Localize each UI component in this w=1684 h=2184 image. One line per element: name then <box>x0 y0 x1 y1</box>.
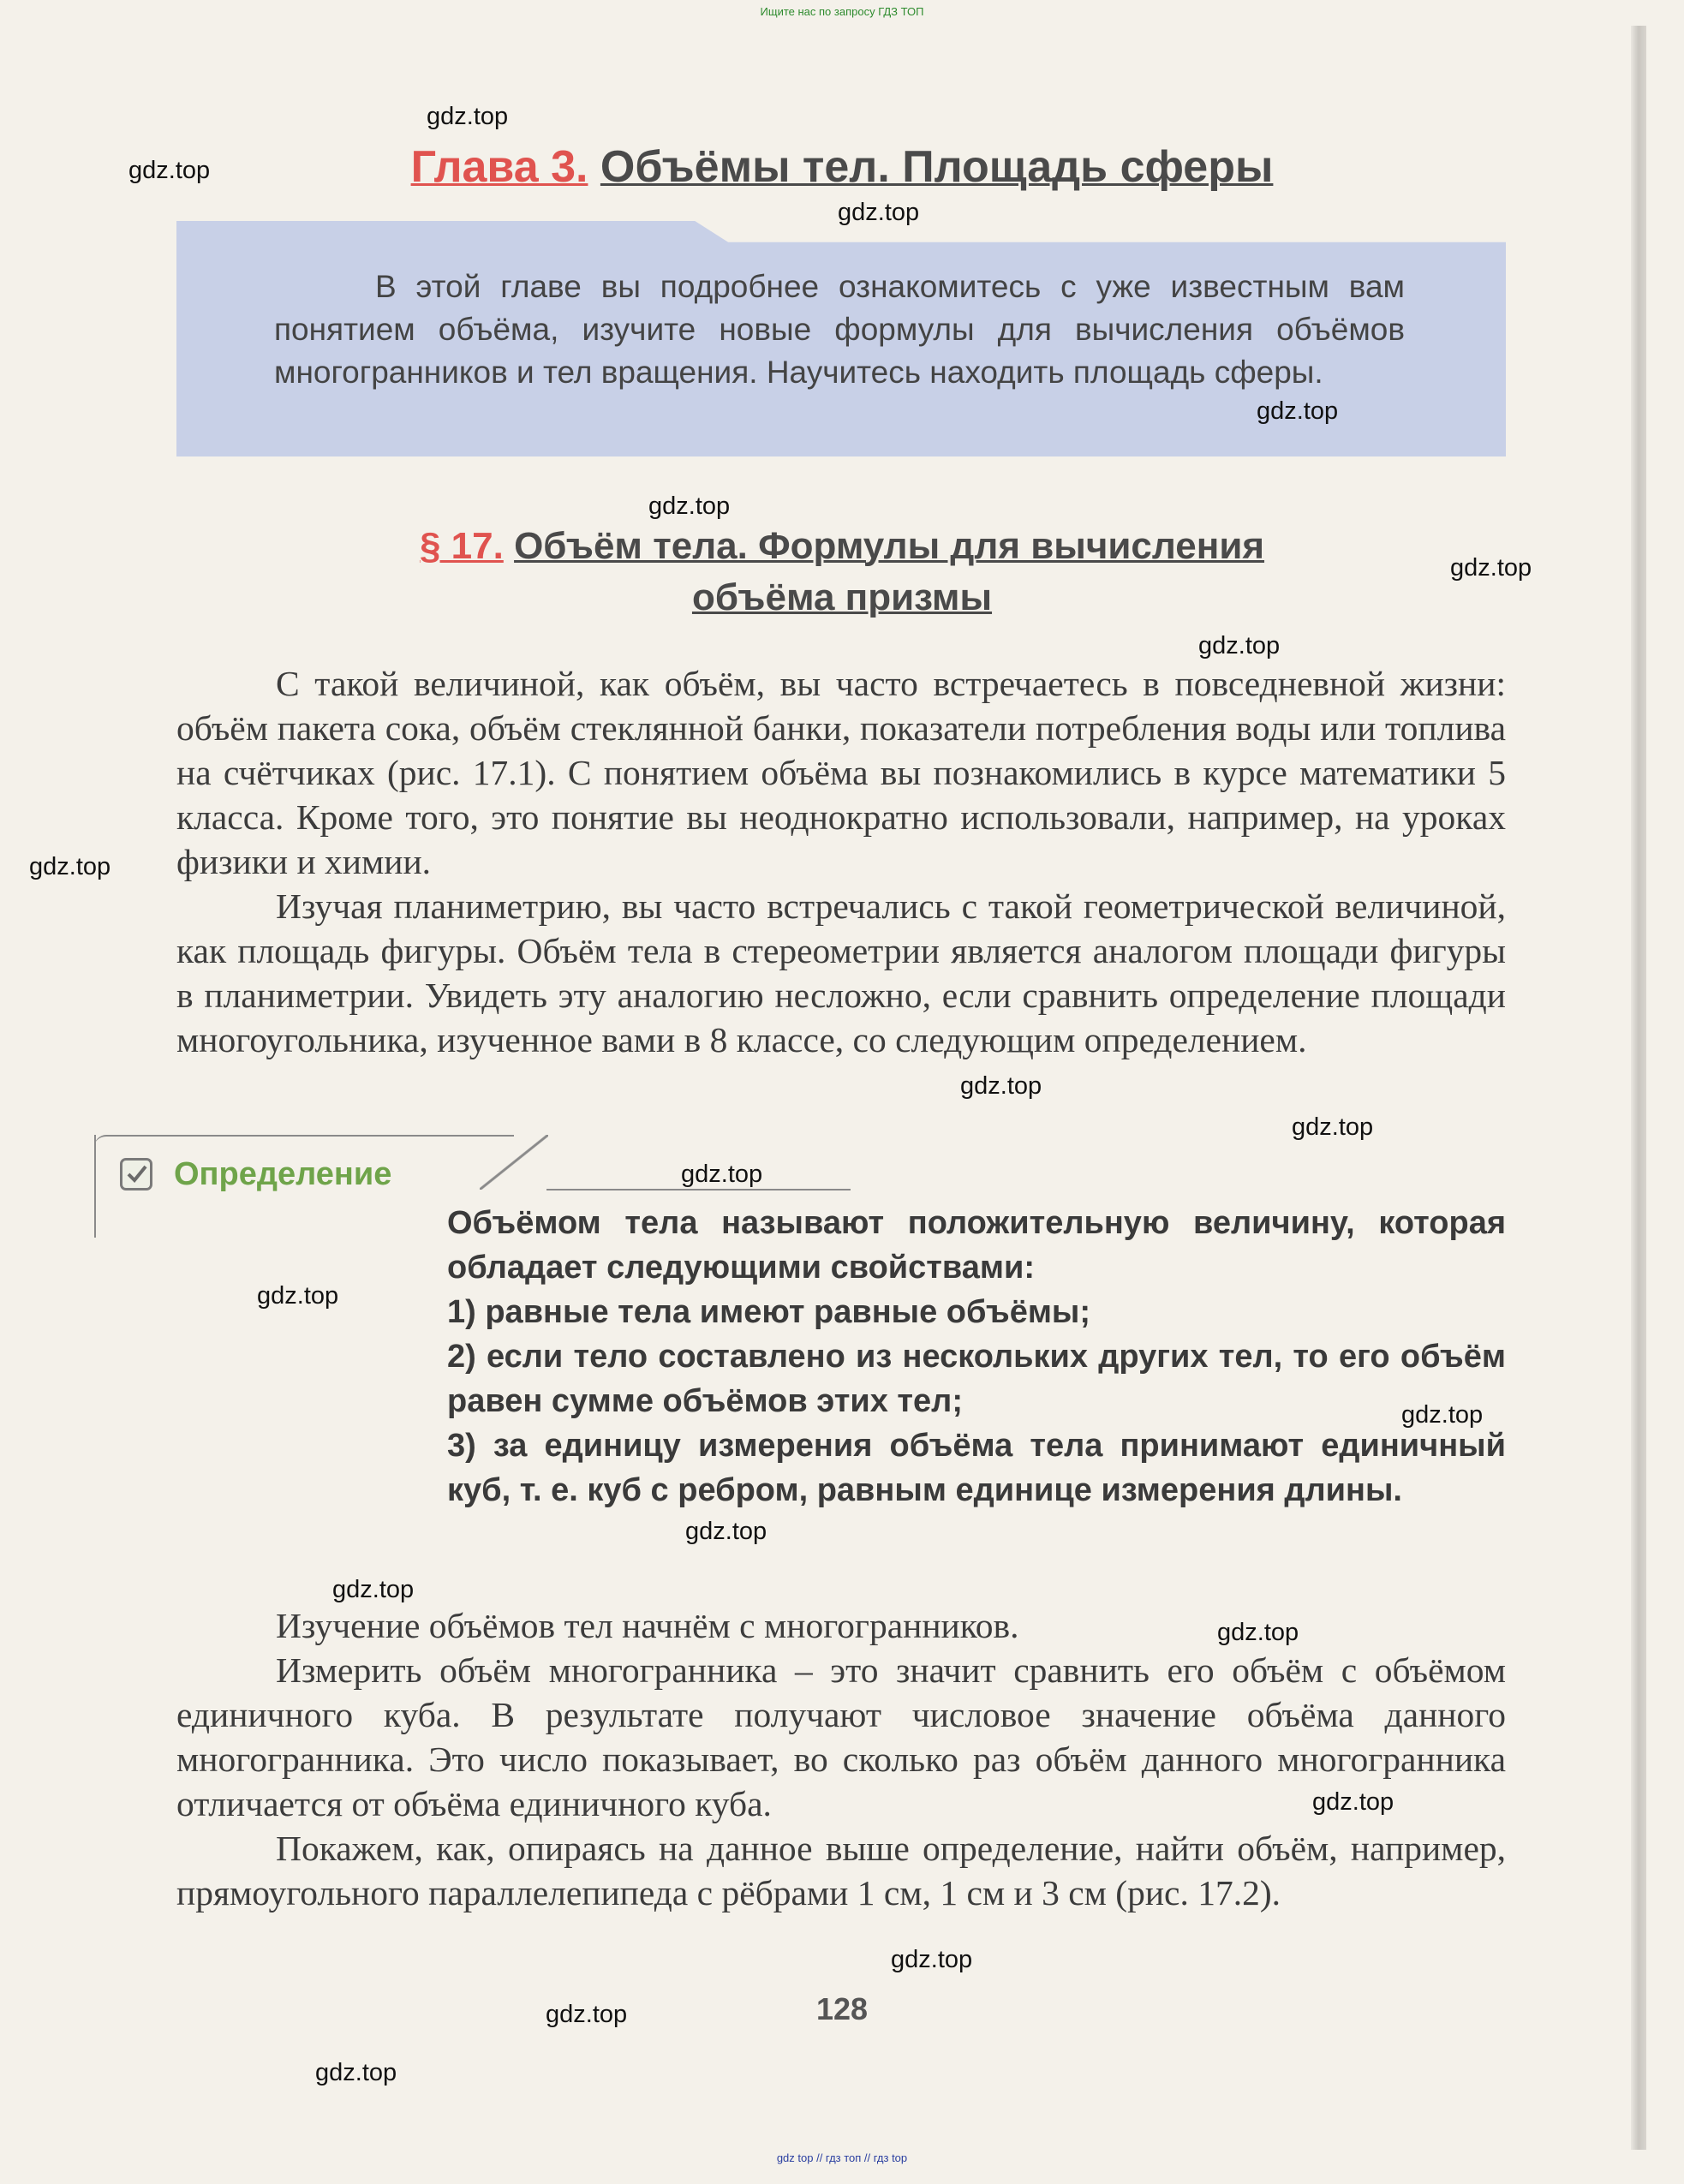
definition-tab-slope <box>480 1135 548 1190</box>
watermark: gdz.top <box>546 2001 628 2028</box>
definition-item-3: 3) за единицу измерения объёма тела принимают единичный куб, т. е. куб с ребром, равным единице измерения длины. <box>447 1428 1506 1508</box>
definition-rule <box>546 1189 851 1190</box>
watermark: gdz.top <box>315 2059 397 2086</box>
definition-item-1: 1) равные тела имеют равные объёмы; <box>447 1294 1091 1330</box>
chapter-title <box>0 141 1684 193</box>
watermark: gdz.top <box>1401 1401 1484 1429</box>
watermark: gdz.top <box>838 199 920 226</box>
watermark: gdz.top <box>332 1576 415 1603</box>
watermark: gdz.top <box>685 1518 767 1545</box>
watermark: gdz.top <box>1450 554 1532 582</box>
section-number: § 17. <box>419 525 504 567</box>
section-title-line2: объёма призмы <box>691 576 993 618</box>
definition-item-2: 2) если тело составлено из нескольких других тел, то его объём равен сумме объёмов этих тел; <box>447 1339 1506 1419</box>
watermark: gdz.top <box>1257 397 1339 425</box>
watermark: gdz.top <box>891 1946 973 1973</box>
paragraph-3: Изучение объёмов тел начнём с многогранников. <box>276 1606 1019 1645</box>
watermark: gdz.top <box>29 853 111 880</box>
section-title-line1: Объём тела. Формулы для вычисления <box>514 525 1265 567</box>
definition-lead: Объёмом тела называют положительную величину, которая обладает следующими свойствами: <box>447 1205 1506 1286</box>
paragraph-1: С такой величиной, как объём, вы часто встречаетесь в повседневной жизни: объём пакета сока, объём стеклянной банки, показатели потребления воды или топлива на счётчиках (рис. 17.1). С понятием объёма вы познакомились в курсе математики 5 класса. Кроме того, это понятие вы неоднократно использовали, например, на уроках физики и химии. <box>176 664 1506 881</box>
intro-text-body: В этой главе вы подробнее ознакомитесь с уже известным вам понятием объёма, изучите новые формулы для вычисления объёмов многогранников и тел вращения. Научитесь находить площадь сферы. <box>274 269 1405 390</box>
watermark: gdz.top <box>128 157 211 184</box>
watermark: gdz.top <box>427 103 509 130</box>
chapter-number: Глава 3. <box>410 142 588 192</box>
watermark: gdz.top <box>681 1161 763 1188</box>
chapter-name: Объёмы тел. Площадь сферы <box>600 142 1274 192</box>
watermark: gdz.top <box>1292 1113 1374 1141</box>
watermark: gdz.top <box>960 1072 1042 1100</box>
checkbox-icon <box>120 1158 152 1190</box>
page-number: 128 <box>815 1991 869 2026</box>
definition-label: Определение <box>174 1156 392 1192</box>
watermark: gdz.top <box>1198 632 1281 659</box>
definition-body <box>447 1201 1506 1513</box>
paragraph-5: Покажем, как, опираясь на данное выше определение, найти объём, например, прямоугольного параллелепипеда с рёбрами 1 см, 1 см и 3 см (рис. 17.2). <box>176 1829 1506 1912</box>
section-title <box>0 521 1684 624</box>
bottom-note: gdz top // гдз топ // гдз top <box>776 2151 908 2164</box>
paragraph-4: Измерить объём многогранника – это значит сравнить его объём с объёмом единичного куба. В результате получают числовое значение объёма данного многогранника. Это число показывает, во сколько раз объём данного многогранника отличается от объёма единичного куба. <box>176 1650 1506 1823</box>
page-edge <box>1631 26 1646 2150</box>
top-note: Ищите нас по запросу ГДЗ ТОП <box>760 5 924 18</box>
watermark: gdz.top <box>257 1282 339 1310</box>
watermark: gdz.top <box>1217 1619 1299 1646</box>
intro-text <box>274 266 1405 394</box>
watermark: gdz.top <box>648 492 731 520</box>
watermark: gdz.top <box>1312 1788 1394 1816</box>
paragraph-2: Изучая планиметрию, вы часто встречались с такой геометрической величиной, как площадь фигуры. Объём тела в стереометрии является аналогом площади фигуры в планиметрии. Увидеть эту аналогию несложно, если сравнить определение площади многоугольника, изученное вами в 8 классе, со следующим определением. <box>176 886 1506 1059</box>
